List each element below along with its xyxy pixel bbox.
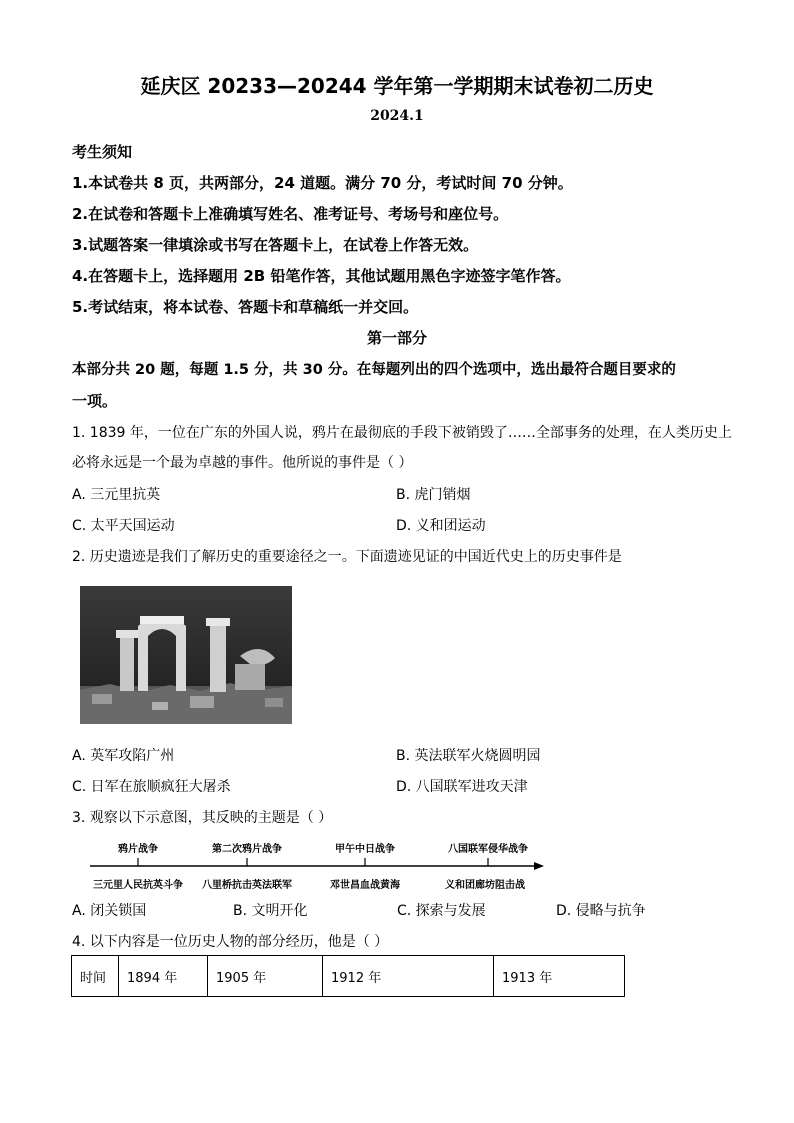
notice-item: 5.考试结束，将本试卷、答题卡和草稿纸一并交回。 [72,298,419,316]
q4-table [71,955,625,997]
q2-option-b: B. 英法联军火烧圆明园 [396,748,541,764]
table-cell: 1905 年 [208,956,323,997]
q1-option-c: C. 太平天国运动 [72,518,175,534]
notice-item: 2.在试卷和答题卡上准确填写姓名、准考证号、考场号和座位号。 [72,205,509,223]
q3-stem: 3. 观察以下示意图，其反映的主题是（ ） [72,810,333,826]
q1-option-a: A. 三元里抗英 [72,487,161,503]
notice-item: 3.试题答案一律填涂或书写在答题卡上，在试卷上作答无效。 [72,236,479,254]
q1-option-d: D. 义和团运动 [396,518,486,534]
ruins-photo [80,586,292,724]
history-timeline [88,838,548,891]
q3-option-d: D. 侵略与抗争 [556,903,646,919]
q2-option-c: C. 日军在旅顺疯狂大屠杀 [72,779,231,795]
q1-stem: 1. 1839 年，一位在广东的外国人说，鸦片在最彻底的手段下被销毁了……全部事务的处理，在人类历史上 [72,425,732,441]
timeline-war-4: 八国联军侵华战争 [448,844,528,855]
q3-option-a: A. 闭关锁国 [72,903,147,919]
q2-stem: 2. 历史遗迹是我们了解历史的重要途径之一。下面遗迹见证的中国近代史上的历史事件是 [72,549,622,565]
page-title: 延庆区 20233—20244 学年第一学期期末试卷初二历史 [140,74,654,98]
timeline-resistance-2: 八里桥抗击英法联军 [202,880,292,891]
q3-option-b: B. 文明开化 [233,903,308,919]
timeline-resistance-4: 义和团廊坊阻击战 [445,880,525,891]
q1-stem-cont: 必将永远是一个最为卓越的事件。他所说的事件是（ ） [72,455,413,471]
timeline-war-1: 鸦片战争 [118,844,158,855]
timeline-resistance-1: 三元里人民抗英斗争 [93,880,183,891]
table-cell: 时间 [72,956,119,997]
notice-item: 1.本试卷共 8 页，共两部分，24 道题。满分 70 分，考试时间 70 分钟。 [72,174,573,192]
timeline-war-3: 甲午中日战争 [335,844,395,855]
q2-option-d: D. 八国联军进攻天津 [396,779,528,795]
q4-stem: 4. 以下内容是一位历史人物的部分经历，他是（ ） [72,934,389,950]
q2-option-a: A. 英军攻陷广州 [72,748,175,764]
table-cell: 1913 年 [494,956,625,997]
exam-date: 2024.1 [370,108,424,124]
notice-item: 4.在答题卡上，选择题用 2B 铅笔作答，其他试题用黑色字迹签字笔作答。 [72,267,571,285]
part1-intro: 本部分共 20 题，每题 1.5 分，共 30 分。在每题列出的四个选项中，选出最符合题目要求的 [72,362,676,378]
table-cell: 1912 年 [323,956,494,997]
q3-option-c: C. 探索与发展 [397,903,486,919]
notice-heading: 考生须知 [72,143,133,161]
timeline-resistance-3: 邓世昌血战黄海 [330,880,400,891]
q1-option-b: B. 虎门销烟 [396,487,471,503]
timeline-war-2: 第二次鸦片战争 [212,844,282,855]
table-row [72,956,625,997]
part1-heading: 第一部分 [366,329,427,347]
part1-intro-cont: 一项。 [72,392,118,410]
table-cell: 1894 年 [119,956,208,997]
ruins-photo-image [80,586,292,724]
